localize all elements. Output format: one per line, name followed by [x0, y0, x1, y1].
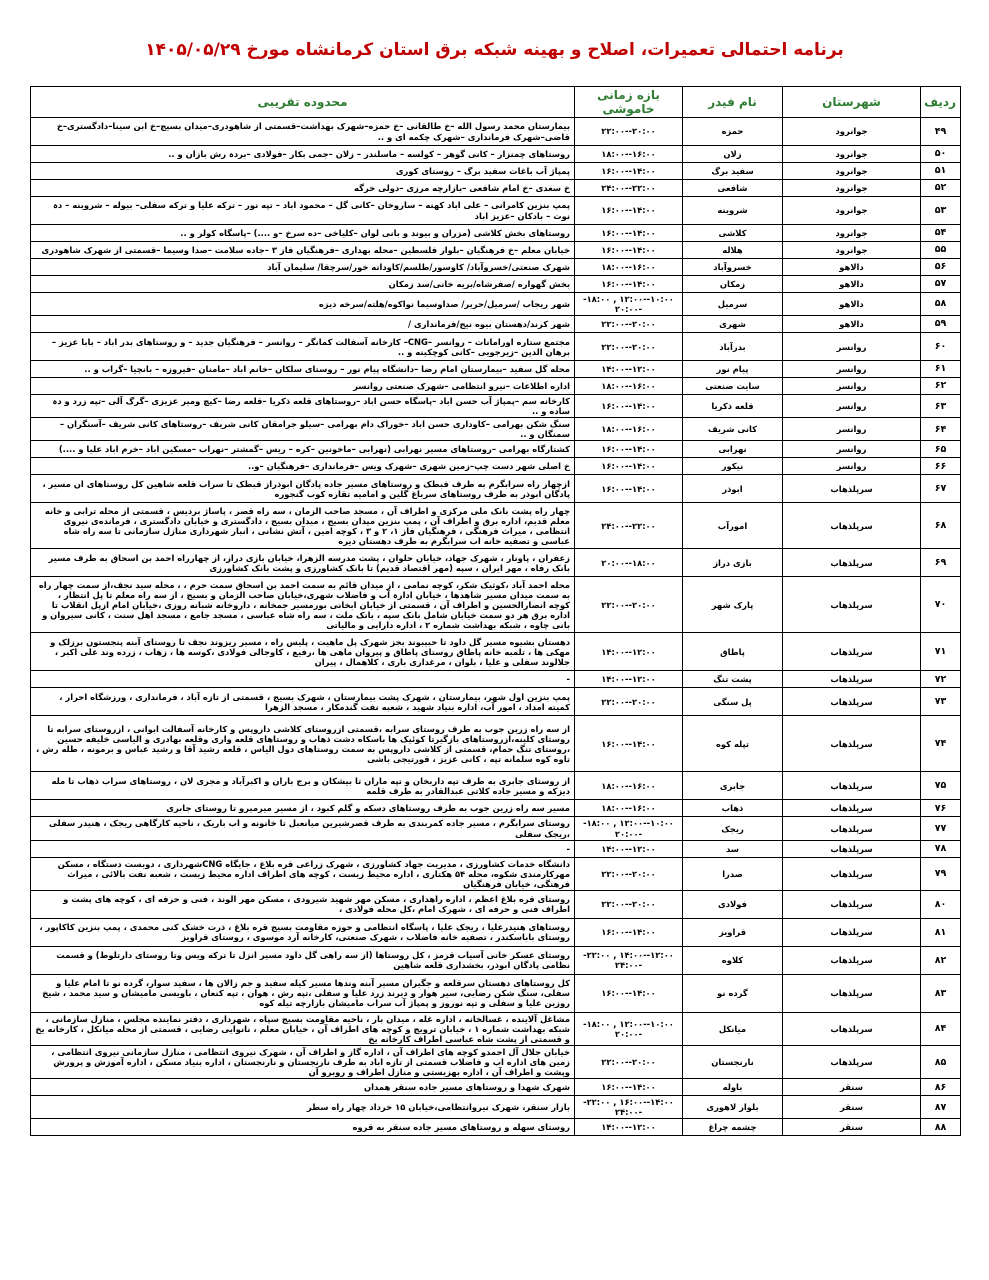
cell-time: ۱۴:۰۰--۱۶:۰۰ [575, 974, 683, 1012]
cell-area: مجتمع ستاره اورامانات – روانسر –CNG– کارخانه آسفالت کمانگر – روانسر – فرهنگیان جدید – و روستاهای بدر اباد – بابا عزیز –برهان الدین –زیرجویی –کانی کوچکینه و .. [31, 333, 575, 361]
cell-radif: ۵۴ [921, 225, 961, 242]
cell-area: دانشگاه خدمات کشاورزی ، مدیریت جهاد کشاورزی ، شهرک زراعی قره بلاغ ، جایگاه CNGشهرداری ، دوبست دستگاه ، مسکن مهرکارمندی شکوه، محله ۵۴ هکتاری ، اداره محیط زیست ، کوچه های اطراف اداره محیط زیست ، شعبه نفت بالائی ، میراث فرهنگی، خیابان فرهنگیان [31, 857, 575, 890]
cell-radif: ۶۴ [921, 418, 961, 441]
cell-area: خ سعدی –خ امام شافعی –بازارچه مرزی –دولی خرگه [31, 180, 575, 197]
cell-feeder: زلان [683, 146, 783, 163]
cell-time: ۱۲:۰۰--۱۴:۰۰ [575, 633, 683, 671]
table-row [31, 1046, 961, 1079]
cell-area: روستای قره بلاغ اعظم ، اداره راهداری ، مسکن مهر شهید شیرودی ، مسکن مهر الوند ، فنی و حرفه ای ، کوچه های پشت و اطراف فنی و حرفه ای ، شهرک امام ،کل محله فولادی ، [31, 890, 575, 918]
table-row [31, 293, 961, 316]
header-time: بازه زمانی خاموشی [575, 87, 683, 118]
cell-time: ۱۲:۰۰--۱۴:۰۰ , ۲۲:۰۰--۲۴:۰۰ [575, 946, 683, 974]
cell-radif: ۸۲ [921, 946, 961, 974]
cell-radif: ۵۷ [921, 276, 961, 293]
cell-time: ۱۴:۰۰--۱۶:۰۰ [575, 276, 683, 293]
cell-time: ۱۴:۰۰--۱۶:۰۰ [575, 441, 683, 458]
cell-feeder: ابوذر [683, 475, 783, 503]
header-radif: ردیف [921, 87, 961, 118]
cell-feeder: پل سنگی [683, 688, 783, 716]
cell-radif: ۷۶ [921, 800, 961, 817]
cell-city: سرپلذهاب [783, 503, 921, 549]
cell-time: ۱۶:۰۰--۱۸:۰۰ [575, 146, 683, 163]
cell-feeder: تپله کوه [683, 716, 783, 772]
table-row [31, 549, 961, 577]
cell-area: روستای سهله و روستاهای مسیر جاده سنقر به قروه [31, 1119, 575, 1136]
cell-radif: ۷۲ [921, 671, 961, 688]
cell-city: سرپلذهاب [783, 633, 921, 671]
cell-time: ۲۲:۰۰--۲۴:۰۰ [575, 503, 683, 549]
cell-area: پمپ بنزین کامرانی – علی اباد کهنه – ساروخان –کانی گل – محمود اباد – تپه نور – ترکه علیا و ترکه سفلی– بیوله – شروینه – دہ نوت – بادکان –عزیز اباد [31, 197, 575, 225]
cell-feeder: خسروآباد [683, 259, 783, 276]
header-feeder: نام فیدر [683, 87, 783, 118]
cell-radif: ۷۷ [921, 817, 961, 840]
cell-city: روانسر [783, 333, 921, 361]
table-header-row [31, 87, 961, 118]
table-row [31, 946, 961, 974]
cell-radif: ۶۲ [921, 378, 961, 395]
cell-radif: ۸۵ [921, 1046, 961, 1079]
cell-city: سرپلذهاب [783, 1012, 921, 1045]
cell-area: روستاهای هنیدرعلیا ، ریجک علیا ، پاسگاه انتظامی و حوزه مقاومت بسیج قره بلاغ ، ذرت خشک کنی محمدی ، پمپ بنزین کاکاپور ، روستای باباسکندر ، تصفیه خانه فاضلاب ، شهرک صنعتی، کارخانه آرد موسوی ، روستای قراویز [31, 918, 575, 946]
cell-city: روانسر [783, 441, 921, 458]
cell-time: ۱۰:۰۰--۱۲:۰۰ , ۱۸:۰۰--۲۰:۰۰ [575, 293, 683, 316]
cell-area: ازچهار راه سرابگرم به طرف قبطک و روستاهای مسیر جاده پادگان ابوذراز قبطک تا سراب قلعه شاهین کل روستاهای ان مسیر ، پادگان ابوذر به طرف روستاهای سرباغ گلین و امامیه تقاره کوب گنجوره [31, 475, 575, 503]
cell-city: جوانرود [783, 242, 921, 259]
cell-time: ۱۲:۰۰--۱۴:۰۰ [575, 1119, 683, 1136]
table-row [31, 716, 961, 772]
cell-area: کارخانه سم –پمپاژ آب حسن اباد –پاسگاه حسن اباد –روستاهای قلعه ذکریا –قلعه رضا –کیچ ومیر عزیزی –گرگ آلی –تپه زرد و دہ ساده و .. [31, 395, 575, 418]
cell-time: ۱۴:۰۰--۱۶:۰۰ [575, 163, 683, 180]
cell-area: شهرک شهدا و روستاهای مسیر جاده سنقر همدان [31, 1079, 575, 1096]
cell-radif: ۴۹ [921, 118, 961, 146]
cell-city: سرپلذهاب [783, 800, 921, 817]
cell-feeder: نیکور [683, 458, 783, 475]
cell-area: مشاغل آلاینده ، غسالخانه ، اداره غله ، میدان بار ، ناحیه مقاومت بسیج سپاه ، شهرداری ، دفتر نماینده مجلس ، منازل سازمانی ، شبکه بهداشت شماره ۱ ، خیابان ترویج و کوچه های اطراف آن ، خیابان معلم ، نانوایی رضایی ، قسمتی از محله میانکل ، کارخانه یخ و قسمتی از پشت شاه عباسی اطراف کارخانه یخ [31, 1012, 575, 1045]
table-row [31, 333, 961, 361]
cell-time: ۱۴:۰۰--۱۶:۰۰ , ۲۲:۰۰--۲۴:۰۰ [575, 1096, 683, 1119]
header-city: شهرستان [783, 87, 921, 118]
cell-feeder: پارک شهر [683, 577, 783, 633]
cell-feeder: کلاوه [683, 946, 783, 974]
cell-city: جوانرود [783, 163, 921, 180]
cell-city: سرپلذهاب [783, 890, 921, 918]
cell-city: سرپلذهاب [783, 974, 921, 1012]
cell-time: ۱۲:۰۰--۱۴:۰۰ [575, 671, 683, 688]
cell-feeder: شروینه [683, 197, 783, 225]
cell-time: ۱۶:۰۰--۱۸:۰۰ [575, 259, 683, 276]
cell-feeder: قلعه ذکریا [683, 395, 783, 418]
cell-radif: ۸۳ [921, 974, 961, 1012]
cell-feeder: نهرابی [683, 441, 783, 458]
cell-city: دالاهو [783, 316, 921, 333]
cell-feeder: شهری [683, 316, 783, 333]
cell-radif: ۶۵ [921, 441, 961, 458]
cell-radif: ۵۶ [921, 259, 961, 276]
cell-city: سرپلذهاب [783, 817, 921, 840]
cell-feeder: بلوار لاهوری [683, 1096, 783, 1119]
cell-area: پمپاژ آب باغات سفید برگ – روستای کوری [31, 163, 575, 180]
cell-time: ۲۰:۰۰--۲۲:۰۰ [575, 577, 683, 633]
cell-feeder: پیام نور [683, 361, 783, 378]
cell-city: روانسر [783, 361, 921, 378]
table-row [31, 577, 961, 633]
cell-area: از روستای جابری به طرف تپه داربخان و تپه ماران تا بیشکان و برج باران و اکبرآباد و مجری لان ، روستاهای سراب ذهاب تا مله دیزکه و مسیر جاده کلاتی عبدالقادر به طرف قلمه [31, 772, 575, 800]
table-row [31, 918, 961, 946]
cell-feeder: میانکل [683, 1012, 783, 1045]
cell-time: ۲۰:۰۰--۲۲:۰۰ [575, 333, 683, 361]
table-row [31, 974, 961, 1012]
table-row [31, 395, 961, 418]
cell-feeder: جابری [683, 772, 783, 800]
cell-area: محله احمد آباد ،کوثیک شکر، کوچه نمامی ، از میدان قائم به سمت احمد بن اسحاق سمت حرم ، ، محله سید نجف،از سمت چهار راه به سمت میدان مسیر شاهدها ، خیابان ادارہ آب و فاضلاب شهری،خیابان صاحب الزمان و بسیج ، از سه راه معلم تا پل انتظار ، کوچه انصارالحسین و اطراف آن ، قسمتی از خیابان ابخانی بورمسیر جمخانه ، داروخانه شبانه روزی ،خیابان امام ازپل انقلاب تا اداره برق هر دو سمت خیابان شامل بانک سپه ، بانک ملت ، سه راه شاه عباسی ، مسجد جامع ، مسجد اهل سنت ، کانی سیروان و بانی چاوه ، شبکه بهداشت شماره ۲ ، اداره دارایی و مالیاتی [31, 577, 575, 633]
cell-city: روانسر [783, 395, 921, 418]
cell-time: ۱۴:۰۰--۱۶:۰۰ [575, 225, 683, 242]
table-row [31, 225, 961, 242]
cell-feeder: سایت صنعتی [683, 378, 783, 395]
table-row [31, 458, 961, 475]
cell-city: روانسر [783, 458, 921, 475]
table-row [31, 817, 961, 840]
table-row [31, 197, 961, 225]
cell-area: پمپ بنزین اول شهر، بیمارستان ، شهرک پشت بیمارستان ، شهرک بسیج ، قسمتی از تازه آباد ، فرمانداری ، ورزشگاه احرار ، کمیته امداد ، امور آب، اداره بنیاد شهید ، شعبه نفت گندمکار ، مسجد الزهرا [31, 688, 575, 716]
cell-area: کشتارگاه بهرامی –روستاهای مسیر نهرابی (نهرابی –ماخونین –کره – ریس –گمشتر –نهراب –مسکین اباد –خرم اباد علیا و ....) [31, 441, 575, 458]
cell-city: سنقر [783, 1119, 921, 1136]
table-row [31, 890, 961, 918]
cell-radif: ۷۵ [921, 772, 961, 800]
cell-time: ۱۴:۰۰--۱۶:۰۰ [575, 716, 683, 772]
cell-city: سرپلذهاب [783, 772, 921, 800]
cell-time: ۲۰:۰۰--۲۲:۰۰ [575, 316, 683, 333]
table-row [31, 378, 961, 395]
cell-city: جوانرود [783, 225, 921, 242]
cell-radif: ۵۱ [921, 163, 961, 180]
cell-time: ۲۰:۰۰--۲۲:۰۰ [575, 857, 683, 890]
cell-time: ۱۲:۰۰--۱۴:۰۰ [575, 840, 683, 857]
cell-city: سرپلذهاب [783, 688, 921, 716]
cell-time: ۱۴:۰۰--۱۶:۰۰ [575, 1079, 683, 1096]
cell-radif: ۸۱ [921, 918, 961, 946]
cell-radif: ۸۶ [921, 1079, 961, 1096]
outage-schedule-table [30, 86, 961, 1136]
table-row [31, 503, 961, 549]
cell-radif: ۷۴ [921, 716, 961, 772]
cell-city: سرپلذهاب [783, 946, 921, 974]
cell-feeder: کلاشی [683, 225, 783, 242]
cell-radif: ۵۲ [921, 180, 961, 197]
cell-time: ۱۲:۰۰--۱۴:۰۰ [575, 361, 683, 378]
cell-area: خ اصلی شهر دست چپ–زمین شهری –شهرک ویس –فرمانداری –فرهنگیان –و.. [31, 458, 575, 475]
table-row [31, 242, 961, 259]
table-row [31, 146, 961, 163]
cell-radif: ۵۳ [921, 197, 961, 225]
cell-city: جوانرود [783, 197, 921, 225]
cell-area: زعفران ، پاونار ، شهرک جهاد، خیابان حلوان ، پشت مدرسه الزهرا، خیابان بازی دراز، از چهارراه احمد بن اسحاق به طرف مسیر بانک رفاه ، مهر ایران ، سپه (مهر اقتصاد قدیم) تا بانک کشاورزی و پشت بانک کشاورزی [31, 549, 575, 577]
cell-feeder: حمزه [683, 118, 783, 146]
cell-feeder: کانی شریف [683, 418, 783, 441]
cell-feeder: هلاله [683, 242, 783, 259]
cell-time: ۱۶:۰۰--۱۸:۰۰ [575, 772, 683, 800]
cell-time: ۲۰:۰۰--۲۲:۰۰ [575, 118, 683, 146]
cell-feeder: فولادی [683, 890, 783, 918]
cell-feeder: زمکان [683, 276, 783, 293]
cell-time: ۱۶:۰۰--۱۸:۰۰ [575, 800, 683, 817]
cell-city: سرپلذهاب [783, 475, 921, 503]
table-row [31, 361, 961, 378]
cell-time: ۱۶:۰۰--۱۸:۰۰ [575, 418, 683, 441]
cell-area: اداره اطلاعات –نیرو انتظامی –شهرک صنعتی روانسر [31, 378, 575, 395]
cell-radif: ۶۳ [921, 395, 961, 418]
cell-area: از سه راه زرین جوب به طرف روستای سرابه ،قسمتی ازروستای کلاشی داروپس و کارخانه آسفالت ابوانی ، ازروستای سرابه تا روستای کلینه،ازروستاهای بازگیرتا کوئیک ها باسکاه دشت ذهاب و روستاهای قلعه واری وقلعه بهادری و الیاسی خلیفه حسین ،روستای تنگ حمام، قسمتی از کلاشی داروپس به سمت روستاهای دول الیاس ، قلعه رشید آقا و رشید عباس و برمونه ، طله رش ، تاوه کوه سلمانه تپه ، کانی عزیز ، قورتیجی باشی [31, 716, 575, 772]
table-row [31, 1096, 961, 1119]
cell-city: جوانرود [783, 118, 921, 146]
cell-city: روانسر [783, 378, 921, 395]
cell-feeder: گرده نو [683, 974, 783, 1012]
cell-city: سنقر [783, 1079, 921, 1096]
cell-city: جوانرود [783, 180, 921, 197]
cell-time: ۲۰:۰۰--۲۲:۰۰ [575, 688, 683, 716]
cell-radif: ۵۰ [921, 146, 961, 163]
cell-time: ۲۰:۰۰--۲۲:۰۰ [575, 1046, 683, 1079]
cell-radif: ۶۱ [921, 361, 961, 378]
table-row [31, 180, 961, 197]
cell-time: ۱۴:۰۰--۱۶:۰۰ [575, 458, 683, 475]
cell-city: دالاهو [783, 259, 921, 276]
cell-area: شهر ریجاب /سرمیل/حریر/ صداوسیما نواکوه/هلته/سرخه دیزه [31, 293, 575, 316]
cell-area: بخش گهواره /صفرشاه/بریه خانی/سد زمکان [31, 276, 575, 293]
cell-time: ۱۴:۰۰--۱۶:۰۰ [575, 395, 683, 418]
cell-city: سرپلذهاب [783, 857, 921, 890]
table-row [31, 688, 961, 716]
cell-area: روستاهای چمنزار – کانی گوهر – کولسه – ماسلندر – زلان –جمی بکار –فولادی –بردہ رش بازان و .. [31, 146, 575, 163]
cell-area: - [31, 671, 575, 688]
table-row [31, 800, 961, 817]
cell-radif: ۸۷ [921, 1096, 961, 1119]
cell-city: سرپلذهاب [783, 716, 921, 772]
cell-feeder: بدرآباد [683, 333, 783, 361]
cell-area: کل روستاهای دهستان سرقلعه و جگیران مسیر آبنه وندها مسیر کیله سفید و جم زالان ها ، سفید سوار، گرده نو تا امام علیا و سفلی، سنگ شکن رضایی، سیر هوار و دیرند زرد علیا و سفلی ،تپه رش ، هوان ، تپه کنعان ، باویسی مامیشان و سید محمد ، شیخ روزین علیا و سفلی و تپه نوروز و پمپاژ آب سراب مامیشان بازارچه تیله کوه [31, 974, 575, 1012]
cell-area: خیابان معلم –خ فرهنگیان –بلوار فلسطین –محله بهداری –فرهنگیان فاز ۳ –جاده سلامت –صدا وسیما –قسمتی از شهرک شاهودری [31, 242, 575, 259]
cell-feeder: بازی دراز [683, 549, 783, 577]
cell-radif: ۶۸ [921, 503, 961, 549]
cell-radif: ۸۴ [921, 1012, 961, 1045]
cell-time: ۲۰:۰۰--۲۲:۰۰ [575, 890, 683, 918]
table-row [31, 1119, 961, 1136]
cell-radif: ۵۸ [921, 293, 961, 316]
cell-feeder: سد [683, 840, 783, 857]
cell-feeder: ریجک [683, 817, 783, 840]
cell-city: سرپلذهاب [783, 918, 921, 946]
table-row [31, 418, 961, 441]
cell-time: ۱۶:۰۰--۱۸:۰۰ [575, 378, 683, 395]
table-row [31, 441, 961, 458]
table-row [31, 259, 961, 276]
cell-area: - [31, 840, 575, 857]
cell-feeder: چشمه چراغ [683, 1119, 783, 1136]
cell-time: ۱۴:۰۰--۱۶:۰۰ [575, 918, 683, 946]
table-row [31, 1079, 961, 1096]
table-body [31, 118, 961, 1136]
cell-city: دالاهو [783, 276, 921, 293]
cell-city: دالاهو [783, 293, 921, 316]
cell-radif: ۷۹ [921, 857, 961, 890]
cell-feeder: پاطاق [683, 633, 783, 671]
cell-feeder: باوله [683, 1079, 783, 1096]
cell-area: چهار راه پشت بانک ملی مرکزی و اطراف آن ، مسجد صاحب الزمان ، سه راه قصر ، پاساژ بردیس ، قسمتی از محله ترابی و خانه معلم قدیم، اداره برق و اطراف آن ، پمپ بنزین میدان بسیج ، میدان بسیج ، دادگستری و خیابان دادگستری ، فرمانده‌ی نیروی انتظامی ، میراث فرهنگی ، فرهنگیان فاز ۱، ۲ و ۳ ، کوچه امین ، آتش نشانی ، انبار شهرداری منازل سازمانی تا سه راه شاه عباسی و تصفیه خانه اب سرابگرم به طرف دهستان دیره [31, 503, 575, 549]
cell-radif: ۷۱ [921, 633, 961, 671]
cell-radif: ۷۰ [921, 577, 961, 633]
cell-feeder: سرمیل [683, 293, 783, 316]
cell-area: محله گل سفید –بیمارستان امام رضا –دانشگاه پیام نور – روستای سلکان –خانم اباد –مامنان –فیروزه – بانچیا –گراب و .. [31, 361, 575, 378]
cell-radif: ۶۹ [921, 549, 961, 577]
cell-area: روستای عسکر خانی آسیاب قرمز ، کل روستاها (از سه راهی گل داود مسیر انزل تا ترکه ویس وتا روستای دارتلوط) و قسمت نظامی پادگان ابوذر، بخشداری قلعه شاهین [31, 946, 575, 974]
cell-feeder: ذهاب [683, 800, 783, 817]
cell-feeder: شافعی [683, 180, 783, 197]
cell-radif: ۶۰ [921, 333, 961, 361]
cell-city: سرپلذهاب [783, 671, 921, 688]
cell-time: ۱۸:۰۰--۲۰:۰۰ [575, 549, 683, 577]
cell-feeder: صدرا [683, 857, 783, 890]
cell-radif: ۵۵ [921, 242, 961, 259]
header-area: محدوده تقریبی [31, 87, 575, 118]
cell-area: دهستان بشیوه مسیر گل داود تا حبیبوند بجز شهرک پل ماهیت ، پلیس راه ، مسیر ریزوند نجف تا روستای آبنه پنجستون برزلک و مهکی ها ، تلمبه خانه پاطاق روستای پاطاق و پیروان ماهی ها ،رفیع ، کاوجالی فولادی ،کوسه ها ، زهاب ، زرده وند علی اکبر ، جلالوند سفلی و علیا ، بلوان ، مرغداری باری ، کلاهمال ، پیران [31, 633, 575, 671]
cell-radif: ۷۳ [921, 688, 961, 716]
cell-feeder: سفید برگ [683, 163, 783, 180]
cell-feeder: نارنجستان [683, 1046, 783, 1079]
table-row [31, 857, 961, 890]
cell-radif: ۶۶ [921, 458, 961, 475]
cell-radif: ۵۹ [921, 316, 961, 333]
table-row [31, 772, 961, 800]
table-row [31, 316, 961, 333]
cell-time: ۲۲:۰۰--۲۴:۰۰ [575, 180, 683, 197]
cell-radif: ۷۸ [921, 840, 961, 857]
cell-time: ۱۰:۰۰--۱۲:۰۰ , ۱۸:۰۰--۲۰:۰۰ [575, 1012, 683, 1045]
table-row [31, 840, 961, 857]
cell-area: سنگ شکن بهرامی –کاوداری حسن اباد –خوراک دام بهرامی –سیلو جرامقان کانی شریف –روستاهای کانی شریف –آسنگران –سمنگان و .. [31, 418, 575, 441]
cell-time: ۱۴:۰۰--۱۶:۰۰ [575, 242, 683, 259]
cell-city: سرپلذهاب [783, 577, 921, 633]
cell-feeder: پشت تنگ [683, 671, 783, 688]
cell-city: روانسر [783, 418, 921, 441]
cell-area: شهرک صنعتی/خسروآباد/ کاوسور/طلسم/کاودانه خور/سرچقا/ سلیمان آباد [31, 259, 575, 276]
cell-time: ۱۰:۰۰--۱۲:۰۰ , ۱۸:۰۰--۲۰:۰۰ [575, 817, 683, 840]
cell-city: جوانرود [783, 146, 921, 163]
table-row [31, 163, 961, 180]
cell-feeder: امورآب [683, 503, 783, 549]
document-title: برنامه احتمالی تعمیرات، اصلاح و بهینه شبکه برق استان کرمانشاه مورخ ۱۴۰۵/۰۵/۲۹ [145, 40, 844, 60]
cell-area: شهر کرند/دهستان بیوه نیج/فرمانداری / [31, 316, 575, 333]
cell-radif: ۸۸ [921, 1119, 961, 1136]
cell-time: ۱۴:۰۰--۱۶:۰۰ [575, 197, 683, 225]
cell-city: سرپلذهاب [783, 549, 921, 577]
cell-area: روستاهای بخش کلاشی (مزران و بیوند و بانی لوان –کلیاخی –ده سرخ –و ....) –پاسگاه کولر و .. [31, 225, 575, 242]
cell-area: خیابان جلال آل احمدو کوچه های اطراف آن ، اداره گاز و اطراف آن ، شهرک نیروی انتظامی ، منازل سازمانی نیروی انتظامی ، زمین های اداره اب و فاضلاب قسمتی از تازه اباد به طرف نارنجستان و نارنجستان ، اداره بنیاد مسکن ، اداره آموزش و پرورش وپشت و اطراف آن ، اداره بهزیستی و منازل اطراف و روبرو آن [31, 1046, 575, 1079]
cell-city: سنقر [783, 1096, 921, 1119]
table-row [31, 633, 961, 671]
table-row [31, 1012, 961, 1045]
table-row [31, 118, 961, 146]
cell-radif: ۸۰ [921, 890, 961, 918]
table-row [31, 475, 961, 503]
cell-area: روستای سرابگرم ، مسیر جاده کمربندی به طرف قصرشیرین میانعبل تا خانونه و اب باریک ، ناحیه کارگاهی ریجک ، هنیدر سفلی ،ریجک سفلی [31, 817, 575, 840]
cell-time: ۱۴:۰۰--۱۶:۰۰ [575, 475, 683, 503]
cell-city: سرپلذهاب [783, 1046, 921, 1079]
table-row [31, 671, 961, 688]
cell-city: سرپلذهاب [783, 840, 921, 857]
cell-area: بیمارستان محمد رسول الله –خ طالقانی –خ حمزه–شهرک بهداشت–قسمتی از شاهودری–میدان بسیج–خ ابن سینا–دادگستری–خ قاضی–شهرک فرمانداری –شهرک چکمه ای و .. [31, 118, 575, 146]
cell-area: بازار سنقر، شهرک نیروانتظامی،خیابان ۱۵ خرداد چهار راه سطر [31, 1096, 575, 1119]
cell-feeder: قراویز [683, 918, 783, 946]
table-row [31, 276, 961, 293]
cell-radif: ۶۷ [921, 475, 961, 503]
cell-area: مسیر سه راه زرین جوب به طرف روستاهای دسکه و گلم کبود ، از مسیر میرمیرو تا روستای جابری [31, 800, 575, 817]
